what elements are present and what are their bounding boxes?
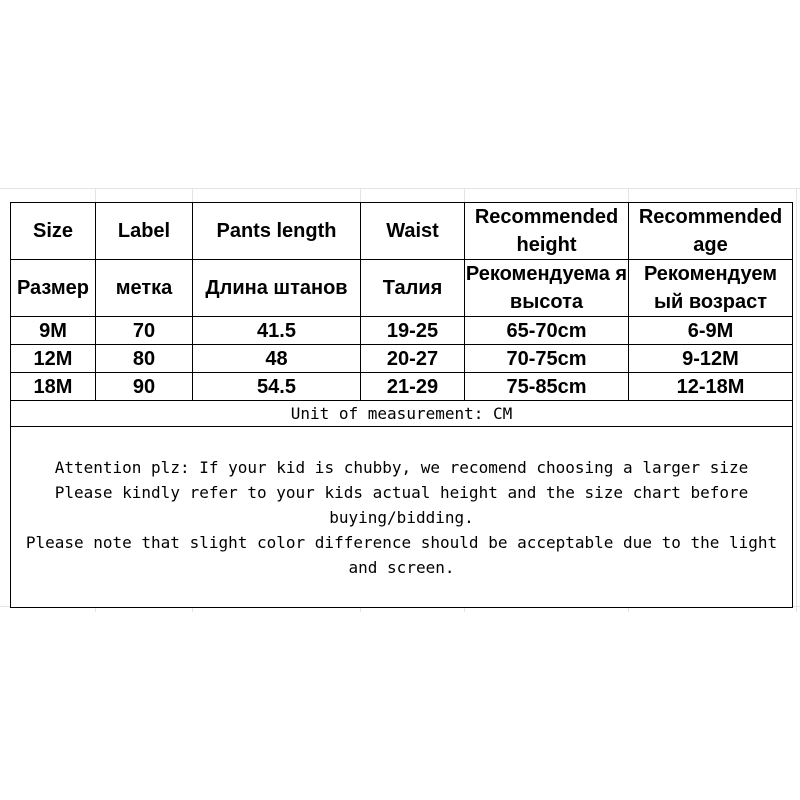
cell-pants-length: 48 [193, 345, 361, 373]
table-row [11, 345, 793, 373]
note-color-difference: Please note that slight color difference should be acceptable due to the light and screen. [25, 532, 778, 577]
note-chubby: Attention plz: If your kid is chubby, we recomend choosing a larger size [54, 457, 749, 477]
header-row-english [11, 203, 793, 260]
note-refer-height: Please kindly refer to your kids actual height and the size chart before buying/bidding. [54, 482, 749, 527]
cell-pants-length: 41.5 [193, 317, 361, 345]
header-label-ru: метка [96, 260, 193, 317]
size-chart-table [10, 202, 793, 608]
header-recommended-age: Recommended age [629, 203, 793, 260]
header-size-ru: Размер [11, 260, 96, 317]
header-recommended-height-ru: Рекомендуема я высота [465, 260, 629, 317]
header-size: Size [11, 203, 96, 260]
table-row [11, 317, 793, 345]
notes-cell [11, 427, 793, 608]
cell-age: 9-12M [629, 345, 793, 373]
cell-waist: 21-29 [361, 373, 465, 401]
cell-waist: 19-25 [361, 317, 465, 345]
header-waist-ru: Талия [361, 260, 465, 317]
cell-height: 65-70cm [465, 317, 629, 345]
header-pants-length: Pants length [193, 203, 361, 260]
cell-size: 12M [11, 345, 96, 373]
cell-label: 90 [96, 373, 193, 401]
cell-height: 75-85cm [465, 373, 629, 401]
table-row [11, 373, 793, 401]
cell-waist: 20-27 [361, 345, 465, 373]
cell-age: 6-9M [629, 317, 793, 345]
header-waist: Waist [361, 203, 465, 260]
cell-pants-length: 54.5 [193, 373, 361, 401]
unit-of-measurement: Unit of measurement: CM [11, 401, 793, 427]
cell-age: 12-18M [629, 373, 793, 401]
cell-label: 80 [96, 345, 193, 373]
cell-size: 18M [11, 373, 96, 401]
header-recommended-height: Recommended height [465, 203, 629, 260]
header-pants-length-ru: Длина штанов [193, 260, 361, 317]
cell-height: 70-75cm [465, 345, 629, 373]
unit-row [11, 401, 793, 427]
notes-row [11, 427, 793, 608]
cell-size: 9M [11, 317, 96, 345]
header-recommended-age-ru: Рекомендуем ый возраст [629, 260, 793, 317]
header-row-russian [11, 260, 793, 317]
header-label: Label [96, 203, 193, 260]
cell-label: 70 [96, 317, 193, 345]
